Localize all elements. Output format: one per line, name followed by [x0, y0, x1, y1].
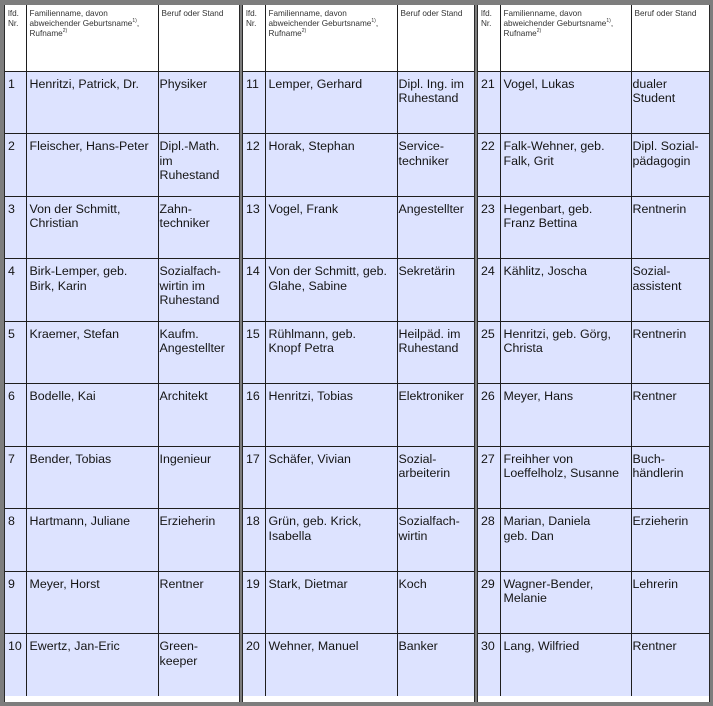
- person-name: Lang, Wilfried: [500, 634, 631, 697]
- row-number: 17: [243, 446, 265, 509]
- person-name: Wagner-Bender, Melanie: [500, 571, 631, 634]
- table-row: [243, 446, 474, 509]
- row-number: 25: [478, 321, 500, 384]
- table-row: [478, 196, 709, 259]
- person-name: Von der Schmitt, geb. Glahe, Sabine: [265, 259, 397, 322]
- person-name: Henritzi, geb. Görg, Christa: [500, 321, 631, 384]
- footnote-2-marker: 2): [301, 28, 307, 34]
- person-name: Marian, Daniela geb. Dan: [500, 509, 631, 572]
- row-number: 13: [243, 196, 265, 259]
- person-name: Meyer, Hans: [500, 384, 631, 447]
- occupation: Banker: [397, 634, 474, 697]
- occupation: Koch: [397, 571, 474, 634]
- row-number: 22: [478, 134, 500, 197]
- table-row: [243, 71, 474, 134]
- table-row: [5, 634, 239, 697]
- occupation: Sozialfach- wirtin im Ruhestand: [158, 259, 239, 322]
- table-row: [5, 71, 239, 134]
- table-row: [243, 196, 474, 259]
- person-name: Bender, Tobias: [26, 446, 158, 509]
- table-row: [478, 571, 709, 634]
- person-name: Fleischer, Hans-Peter: [26, 134, 158, 197]
- column-header-name: [26, 5, 158, 71]
- person-name: Grün, geb. Krick, Isabella: [265, 509, 397, 572]
- occupation: Zahn- techniker: [158, 196, 239, 259]
- table-row: [243, 571, 474, 634]
- table-row: [5, 134, 239, 197]
- table-row: [5, 259, 239, 322]
- column-header-nr: lfd. Nr.: [478, 5, 500, 71]
- column-header-nr: lfd. Nr.: [5, 5, 26, 71]
- table-row: [478, 384, 709, 447]
- row-number: 12: [243, 134, 265, 197]
- person-name: Henritzi, Tobias: [265, 384, 397, 447]
- column-header-job: Beruf oder Stand: [631, 5, 709, 71]
- row-number: 19: [243, 571, 265, 634]
- person-name: Bodelle, Kai: [26, 384, 158, 447]
- person-name: Freihher von Loeffelholz, Susanne: [500, 446, 631, 509]
- person-name: Henritzi, Patrick, Dr.: [26, 71, 158, 134]
- table-row: [5, 196, 239, 259]
- person-name: Stark, Dietmar: [265, 571, 397, 634]
- occupation: Erzieherin: [631, 509, 709, 572]
- row-number: 6: [5, 384, 26, 447]
- header-name-main: Familienname, davon abweichender Geburtsname: [503, 9, 607, 28]
- roster-table-3: [478, 5, 709, 696]
- table-row: [478, 134, 709, 197]
- person-name: Hartmann, Juliane: [26, 509, 158, 572]
- table-row: [478, 509, 709, 572]
- column-header-name: [500, 5, 631, 71]
- occupation: Physiker: [158, 71, 239, 134]
- occupation: Rentner: [631, 634, 709, 697]
- person-name: Lemper, Gerhard: [265, 71, 397, 134]
- occupation: Green- keeper: [158, 634, 239, 697]
- row-number: 29: [478, 571, 500, 634]
- table-panel-2: [242, 5, 475, 702]
- footnote-2-marker: 2): [536, 28, 542, 34]
- table-row: [243, 634, 474, 697]
- occupation: Sozial- assistent: [631, 259, 709, 322]
- row-number: 7: [5, 446, 26, 509]
- header-row: [5, 5, 239, 71]
- occupation: Rentnerin: [631, 196, 709, 259]
- column-header-job: Beruf oder Stand: [397, 5, 474, 71]
- header-name-main: Familienname, davon abweichender Geburtsname: [29, 9, 133, 28]
- row-number: 30: [478, 634, 500, 697]
- header-name-main: Familienname, davon abweichender Geburtsname: [268, 9, 372, 28]
- row-number: 4: [5, 259, 26, 322]
- table-row: [243, 259, 474, 322]
- row-number: 2: [5, 134, 26, 197]
- occupation: Sozialfach- wirtin: [397, 509, 474, 572]
- row-number: 27: [478, 446, 500, 509]
- table-row: [5, 446, 239, 509]
- table-row: [478, 446, 709, 509]
- row-number: 28: [478, 509, 500, 572]
- header-name-sep: ,: [136, 19, 140, 28]
- occupation: Dipl.-Math. im Ruhestand: [158, 134, 239, 197]
- occupation: Architekt: [158, 384, 239, 447]
- row-number: 5: [5, 321, 26, 384]
- header-name-call: Rufname: [503, 29, 537, 38]
- row-number: 16: [243, 384, 265, 447]
- row-number: 8: [5, 509, 26, 572]
- person-name: Schäfer, Vivian: [265, 446, 397, 509]
- occupation: Rentnerin: [631, 321, 709, 384]
- column-header-nr: lfd. Nr.: [243, 5, 265, 71]
- table-row: [243, 134, 474, 197]
- header-row: [243, 5, 474, 71]
- table-panel-3: [477, 5, 710, 702]
- table-row: [5, 321, 239, 384]
- person-name: Falk-Wehner, geb. Falk, Grit: [500, 134, 631, 197]
- row-number: 14: [243, 259, 265, 322]
- table-row: [5, 509, 239, 572]
- person-name: Birk-Lemper, geb. Birk, Karin: [26, 259, 158, 322]
- person-name: Vogel, Frank: [265, 196, 397, 259]
- occupation: Erzieherin: [158, 509, 239, 572]
- row-number: 18: [243, 509, 265, 572]
- footnote-2-marker: 2): [62, 28, 68, 34]
- occupation: Angestellter: [397, 196, 474, 259]
- person-name: Ewertz, Jan-Eric: [26, 634, 158, 697]
- roster-table-1: [5, 5, 239, 696]
- footnote-1-marker: 1): [132, 18, 137, 24]
- header-name-call: Rufname: [268, 29, 302, 38]
- table-row: [478, 321, 709, 384]
- header-name-sep: ,: [610, 19, 614, 28]
- table-row: [5, 384, 239, 447]
- row-number: 26: [478, 384, 500, 447]
- table-row: [478, 71, 709, 134]
- row-number: 9: [5, 571, 26, 634]
- occupation: Dipl. Ing. im Ruhestand: [397, 71, 474, 134]
- row-number: 11: [243, 71, 265, 134]
- occupation: Kaufm. Angestellter: [158, 321, 239, 384]
- occupation: Sekretärin: [397, 259, 474, 322]
- column-header-job: Beruf oder Stand: [158, 5, 239, 71]
- table-panel-1: [4, 5, 240, 702]
- row-number: 1: [5, 71, 26, 134]
- row-number: 20: [243, 634, 265, 697]
- occupation: Dipl. Sozial- pädagogin: [631, 134, 709, 197]
- row-number: 10: [5, 634, 26, 697]
- occupation: Buch- händlerin: [631, 446, 709, 509]
- header-name-call: Rufname: [29, 29, 63, 38]
- header-name-sep: ,: [375, 19, 379, 28]
- occupation: Rentner: [631, 384, 709, 447]
- person-name: Horak, Stephan: [265, 134, 397, 197]
- person-name: Rühlmann, geb. Knopf Petra: [265, 321, 397, 384]
- occupation: Heilpäd. im Ruhestand: [397, 321, 474, 384]
- person-name: Wehner, Manuel: [265, 634, 397, 697]
- person-name: Hegenbart, geb. Franz Bettina: [500, 196, 631, 259]
- row-number: 23: [478, 196, 500, 259]
- row-number: 21: [478, 71, 500, 134]
- column-header-name: [265, 5, 397, 71]
- table-row: [243, 321, 474, 384]
- header-row: [478, 5, 709, 71]
- occupation: Sozial- arbeiterin: [397, 446, 474, 509]
- person-name: Kählitz, Joscha: [500, 259, 631, 322]
- person-name: Kraemer, Stefan: [26, 321, 158, 384]
- table-row: [243, 509, 474, 572]
- occupation: Service- techniker: [397, 134, 474, 197]
- table-row: [5, 571, 239, 634]
- occupation: Rentner: [158, 571, 239, 634]
- table-row: [478, 634, 709, 697]
- person-name: Meyer, Horst: [26, 571, 158, 634]
- footnote-1-marker: 1): [606, 18, 611, 24]
- row-number: 24: [478, 259, 500, 322]
- person-name: Von der Schmitt, Christian: [26, 196, 158, 259]
- roster-table-2: [243, 5, 474, 696]
- person-name: Vogel, Lukas: [500, 71, 631, 134]
- row-number: 3: [5, 196, 26, 259]
- occupation: Lehrerin: [631, 571, 709, 634]
- table-row: [478, 259, 709, 322]
- occupation: Ingenieur: [158, 446, 239, 509]
- occupation: dualer Student: [631, 71, 709, 134]
- occupation: Elektroniker: [397, 384, 474, 447]
- footnote-1-marker: 1): [371, 18, 376, 24]
- row-number: 15: [243, 321, 265, 384]
- table-row: [243, 384, 474, 447]
